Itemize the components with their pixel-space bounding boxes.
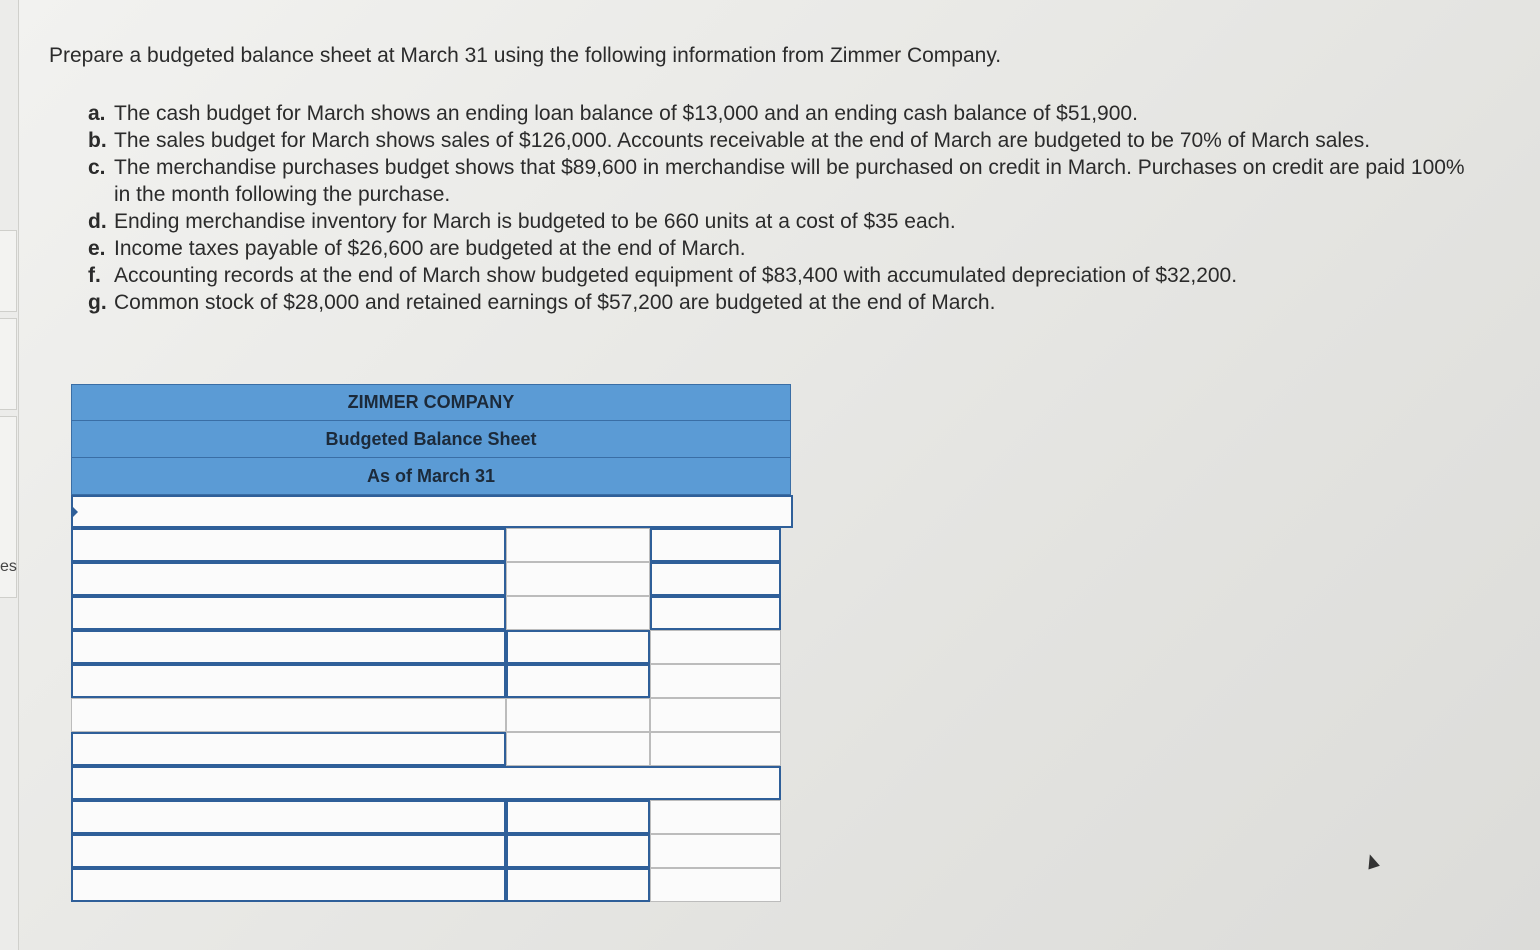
table-row <box>71 630 793 664</box>
amount-input[interactable] <box>506 732 650 766</box>
item-letter: a. <box>88 102 106 125</box>
table-row <box>71 698 793 732</box>
total-amount-input[interactable] <box>650 596 781 630</box>
table-row <box>71 596 793 630</box>
amount-input[interactable] <box>506 630 650 664</box>
amount-input[interactable] <box>506 664 650 698</box>
amount-input[interactable] <box>506 528 650 562</box>
amount-input[interactable] <box>506 800 650 834</box>
item-letter: b. <box>88 129 107 152</box>
table-row <box>71 732 793 766</box>
item-letter: c. <box>88 156 106 179</box>
account-label-input[interactable] <box>71 562 506 596</box>
company-name-header: ZIMMER COMPANY <box>71 384 791 421</box>
item-text: Income taxes payable of $26,600 are budgeted at the end of March. <box>114 237 746 260</box>
account-label-input[interactable] <box>71 732 506 766</box>
account-label-input[interactable] <box>71 596 506 630</box>
table-row <box>71 834 793 868</box>
problem-items-list <box>88 100 1468 316</box>
total-amount-input[interactable] <box>650 562 781 596</box>
list-item <box>88 208 1468 235</box>
problem-prompt: Prepare a budgeted balance sheet at March 31 using the following information from Zimmer Company. <box>49 44 1002 67</box>
list-item <box>88 154 1468 208</box>
list-item <box>88 235 1468 262</box>
statement-title-header: Budgeted Balance Sheet <box>71 421 791 458</box>
total-amount-input[interactable] <box>650 630 781 664</box>
item-text: Common stock of $28,000 and retained earnings of $57,200 are budgeted at the end of March. <box>114 291 996 314</box>
item-text: Ending merchandise inventory for March is budgeted to be 660 units at a cost of $35 each. <box>114 210 956 233</box>
statement-date-header: As of March 31 <box>71 458 791 495</box>
item-letter: d. <box>88 210 107 233</box>
left-sidebar-strip <box>0 0 19 950</box>
table-row <box>71 664 793 698</box>
total-amount-input[interactable] <box>650 528 781 562</box>
amount-input[interactable] <box>506 834 650 868</box>
total-amount-input[interactable] <box>650 868 781 902</box>
section-heading-input[interactable] <box>71 766 781 800</box>
item-letter: e. <box>88 237 106 260</box>
item-text: Accounting records at the end of March show budgeted equipment of $83,400 with accumulated depreciation of $32,200. <box>114 264 1238 287</box>
amount-input[interactable] <box>506 562 650 596</box>
total-amount-input[interactable] <box>650 664 781 698</box>
section-heading-input[interactable] <box>71 495 793 528</box>
sidebar-tab[interactable] <box>0 318 17 410</box>
mouse-cursor-icon <box>1364 852 1380 869</box>
list-item <box>88 100 1468 127</box>
list-item <box>88 127 1468 154</box>
balance-sheet-worksheet <box>71 384 793 944</box>
table-row <box>71 562 793 596</box>
account-label-input[interactable] <box>71 834 506 868</box>
item-text: The sales budget for March shows sales of $126,000. Accounts receivable at the end of March are budgeted to be 70% of March sales. <box>114 129 1371 152</box>
account-label-input[interactable] <box>71 630 506 664</box>
total-amount-input[interactable] <box>650 698 781 732</box>
amount-input[interactable] <box>506 596 650 630</box>
table-row <box>71 766 793 800</box>
list-item <box>88 289 1468 316</box>
item-letter: g. <box>88 291 107 314</box>
account-label-input[interactable] <box>71 698 506 732</box>
input-marker-icon <box>73 507 78 517</box>
amount-input[interactable] <box>506 868 650 902</box>
total-amount-input[interactable] <box>650 800 781 834</box>
account-label-input[interactable] <box>71 800 506 834</box>
sidebar-tab[interactable] <box>0 230 17 312</box>
account-label-input[interactable] <box>71 664 506 698</box>
item-text: The merchandise purchases budget shows that $89,600 in merchandise will be purchased on credit in March. Purchases on credit are paid 100% in the month following the purchase. <box>114 156 1465 206</box>
total-amount-input[interactable] <box>650 834 781 868</box>
table-row <box>71 800 793 834</box>
item-text: The cash budget for March shows an ending loan balance of $13,000 and an ending cash balance of $51,900. <box>114 102 1138 125</box>
total-amount-input[interactable] <box>650 732 781 766</box>
item-letter: f. <box>88 264 101 287</box>
account-label-input[interactable] <box>71 528 506 562</box>
list-item <box>88 262 1468 289</box>
table-row <box>71 528 793 562</box>
table-row <box>71 868 793 902</box>
amount-input[interactable] <box>506 698 650 732</box>
account-label-input[interactable] <box>71 868 506 902</box>
sidebar-cut-label: es <box>0 558 17 575</box>
